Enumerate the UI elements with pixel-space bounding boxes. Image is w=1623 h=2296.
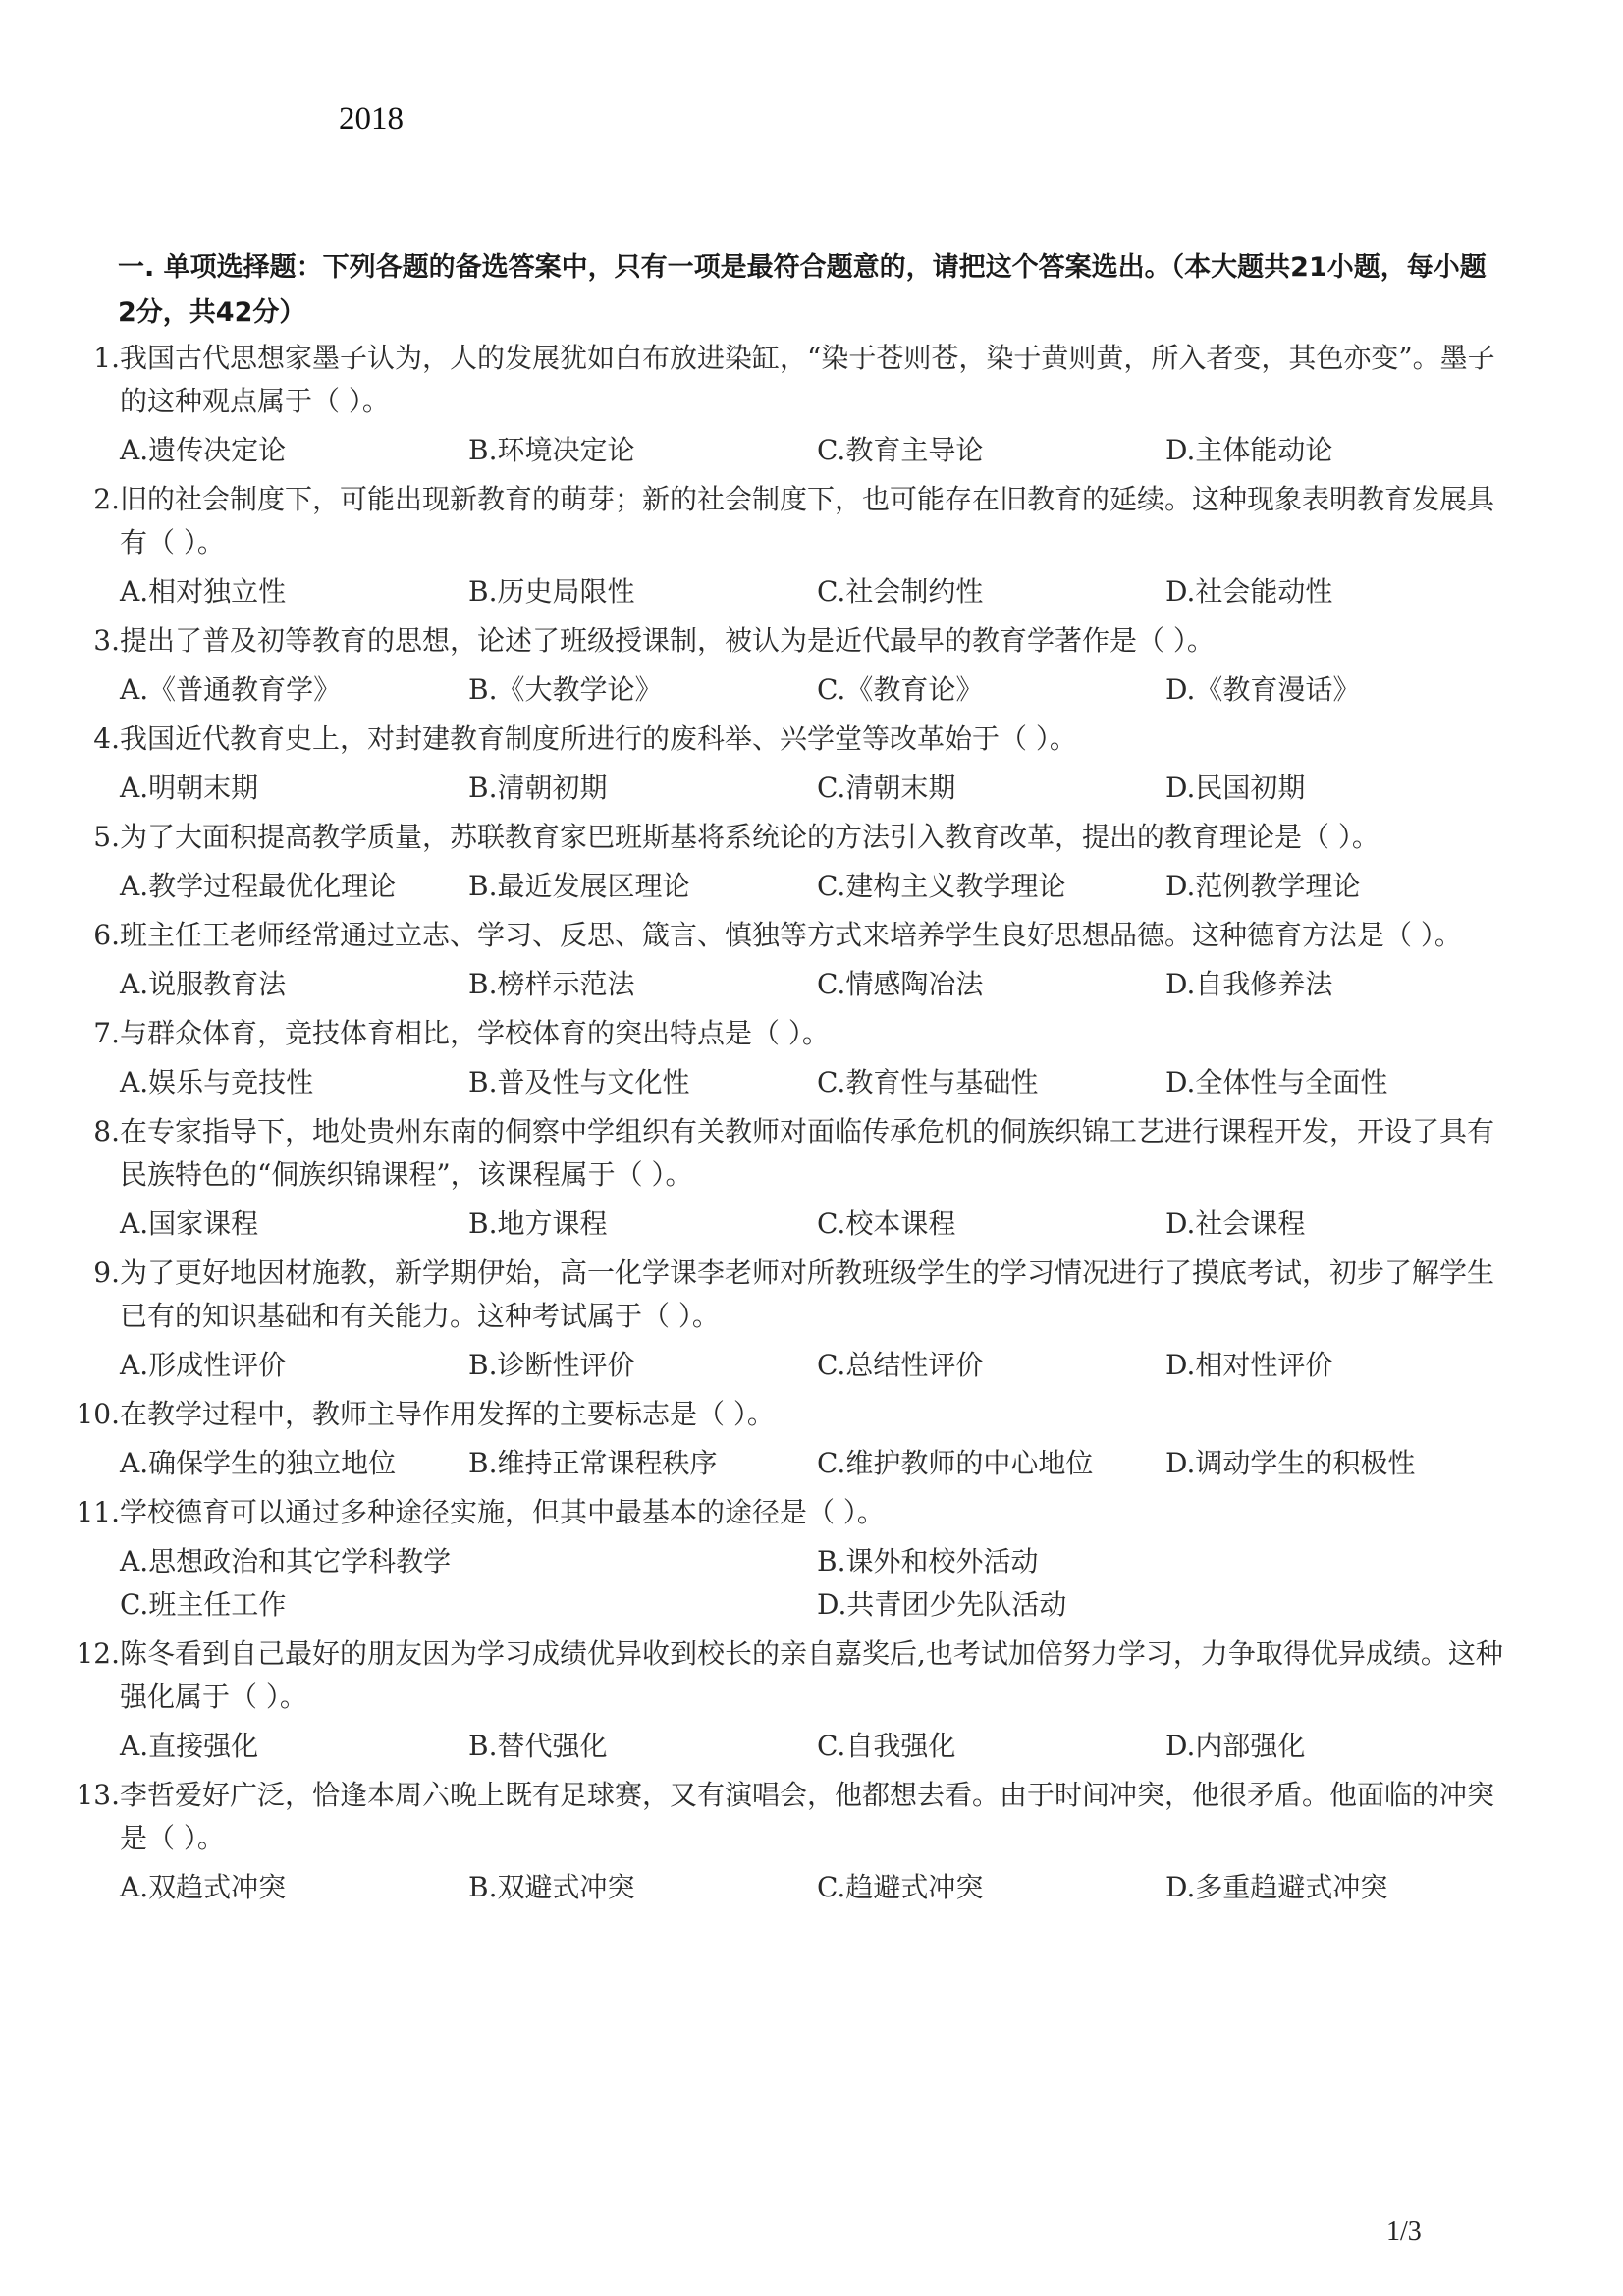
option-b: B.清朝初期 [468, 772, 608, 804]
question-number: 2. [93, 483, 120, 515]
question-stem: 班主任王老师经常通过立志、学习、反思、箴言、慎独等方式来培养学生良好思想品德。这种德育方法是（ ）。 [120, 919, 1462, 951]
options-row [120, 429, 1527, 472]
question-number: 9. [93, 1256, 120, 1289]
question-1 [74, 337, 1527, 472]
option-d: D.社会能动性 [1165, 575, 1333, 608]
question-stem: 李哲爱好广泛，恰逢本周六晚上既有足球赛，又有演唱会，他都想去看。由于时间冲突，他很矛盾。他面临的冲突是（ ）。 [120, 1779, 1495, 1854]
question-stem: 与群众体育，竞技体育相比，学校体育的突出特点是（ ）。 [120, 1017, 830, 1049]
option-c: C.社会制约性 [817, 575, 984, 608]
option-c: C.维护教师的中心地位 [817, 1447, 1094, 1479]
option-d: D.《教育漫话》 [1165, 673, 1361, 706]
option-d: D.自我修养法 [1165, 968, 1333, 1000]
option-d: D.相对性评价 [1165, 1349, 1333, 1381]
option-c: C.趋避式冲突 [817, 1871, 984, 1903]
option-c: C.总结性评价 [817, 1349, 984, 1381]
options-row [120, 570, 1527, 614]
question-stem: 在教学过程中，教师主导作用发挥的主要标志是（ ）。 [120, 1398, 775, 1430]
option-a: A.直接强化 [120, 1730, 259, 1762]
option-a: A.教学过程最优化理论 [120, 870, 397, 902]
option-d: D.主体能动论 [1165, 434, 1333, 466]
section-heading: 一. 单项选择题：下列各题的备选答案中，只有一项是最符合题意的，请把这个答案选出。（本大题共21小题，每小题2分，共42分） [118, 252, 1487, 328]
option-c: C.建构主义教学理论 [817, 870, 1066, 902]
option-c: C.自我强化 [817, 1730, 956, 1762]
options-row [120, 767, 1527, 810]
options-grid [120, 1540, 1527, 1627]
option-d: D.社会课程 [1165, 1207, 1306, 1240]
option-b: B.替代强化 [468, 1730, 608, 1762]
option-a: A.《普通教育学》 [120, 673, 342, 706]
question-stem: 提出了普及初等教育的思想，论述了班级授课制，被认为是近代最早的教育学著作是（ ）。 [120, 624, 1215, 657]
option-a: A.娱乐与竞技性 [120, 1066, 314, 1098]
option-d: D.多重趋避式冲突 [1165, 1871, 1388, 1903]
question-12 [74, 1632, 1527, 1768]
option-c: C.清朝末期 [817, 772, 956, 804]
question-2 [74, 478, 1527, 614]
exam-year: 2018 [339, 101, 404, 136]
question-number: 5. [93, 821, 120, 853]
question-stem: 我国古代思想家墨子认为，人的发展犹如白布放进染缸，“染于苍则苍，染于黄则黄，所入者变，其色亦变”。墨子的这种观点属于（ ）。 [120, 342, 1495, 417]
option-b: B.双避式冲突 [468, 1871, 635, 1903]
option-b: B.诊断性评价 [468, 1349, 635, 1381]
question-stem: 旧的社会制度下，可能出现新教育的萌芽；新的社会制度下，也可能存在旧教育的延续。这种现象表明教育发展具有（ ）。 [120, 483, 1495, 559]
option-d: D.共青团少先队活动 [817, 1588, 1067, 1621]
question-number: 3. [93, 624, 120, 657]
question-3 [74, 619, 1527, 712]
option-b: B.《大教学论》 [468, 673, 663, 706]
options-row [120, 1061, 1527, 1104]
question-8 [74, 1110, 1527, 1246]
option-c: C.《教育论》 [817, 673, 984, 706]
option-a: A.形成性评价 [120, 1349, 287, 1381]
question-stem: 学校德育可以通过多种途径实施，但其中最基本的途径是（ ）。 [120, 1496, 885, 1528]
options-row [120, 1202, 1527, 1246]
option-a: A.遗传决定论 [120, 434, 287, 466]
question-number: 1. [93, 342, 120, 374]
question-number: 4. [93, 722, 120, 755]
options-row [120, 1442, 1527, 1485]
options-row [120, 865, 1527, 908]
question-number: 11. [76, 1496, 120, 1528]
options-row [120, 1725, 1527, 1768]
option-c: C.情感陶冶法 [817, 968, 984, 1000]
question-stem: 为了大面积提高教学质量，苏联教育家巴班斯基将系统论的方法引入教育改革，提出的教育理论是（ ）。 [120, 821, 1380, 853]
option-d: D.全体性与全面性 [1165, 1066, 1388, 1098]
option-d: D.范例教学理论 [1165, 870, 1361, 902]
option-a: A.双趋式冲突 [120, 1871, 287, 1903]
option-c: C.教育性与基础性 [817, 1066, 1039, 1098]
question-13 [74, 1774, 1527, 1909]
option-c: C.教育主导论 [817, 434, 984, 466]
question-6 [74, 914, 1527, 1006]
question-7 [74, 1012, 1527, 1104]
option-b: B.地方课程 [468, 1207, 608, 1240]
options-row [120, 668, 1527, 712]
question-10 [74, 1393, 1527, 1485]
question-stem: 在专家指导下，地处贵州东南的侗察中学组织有关教师对面临传承危机的侗族织锦工艺进行课程开发，开设了具有民族特色的“侗族织锦课程”，该课程属于（ ）。 [120, 1115, 1495, 1191]
option-a: A.说服教育法 [120, 968, 287, 1000]
option-d: D.内部强化 [1165, 1730, 1306, 1762]
option-c: C.校本课程 [817, 1207, 956, 1240]
page-number: 1/3 [1386, 2216, 1422, 2247]
question-11 [74, 1491, 1527, 1627]
question-9 [74, 1252, 1527, 1387]
option-b: B.历史局限性 [468, 575, 635, 608]
option-a: A.明朝末期 [120, 772, 259, 804]
option-a: A.相对独立性 [120, 575, 287, 608]
question-number: 13. [76, 1779, 120, 1811]
question-number: 7. [93, 1017, 120, 1049]
question-number: 12. [76, 1637, 120, 1670]
option-c: C.班主任工作 [120, 1588, 287, 1621]
option-a: A.思想政治和其它学科教学 [120, 1545, 452, 1577]
question-5 [74, 816, 1527, 908]
question-list [74, 337, 1527, 1915]
options-row [120, 963, 1527, 1006]
options-row [120, 1866, 1527, 1909]
option-d: D.民国初期 [1165, 772, 1306, 804]
option-b: B.最近发展区理论 [468, 870, 690, 902]
option-b: B.榜样示范法 [468, 968, 635, 1000]
question-stem: 为了更好地因材施教，新学期伊始，高一化学课李老师对所教班级学生的学习情况进行了摸底考试，初步了解学生已有的知识基础和有关能力。这种考试属于（ ）。 [120, 1256, 1495, 1332]
question-4 [74, 718, 1527, 810]
question-stem: 陈冬看到自己最好的朋友因为学习成绩优异收到校长的亲自嘉奖后,也考试加倍努力学习，力争取得优异成绩。这种强化属于（ ）。 [120, 1637, 1503, 1713]
question-number: 8. [93, 1115, 120, 1148]
option-b: B.环境决定论 [468, 434, 635, 466]
options-row [120, 1344, 1527, 1387]
option-a: A.国家课程 [120, 1207, 259, 1240]
option-d: D.调动学生的积极性 [1165, 1447, 1416, 1479]
option-b: B.课外和校外活动 [817, 1545, 1039, 1577]
option-a: A.确保学生的独立地位 [120, 1447, 397, 1479]
option-b: B.维持正常课程秩序 [468, 1447, 718, 1479]
option-b: B.普及性与文化性 [468, 1066, 690, 1098]
question-number: 6. [93, 919, 120, 951]
question-number: 10. [76, 1398, 120, 1430]
question-stem: 我国近代教育史上，对封建教育制度所进行的废科举、兴学堂等改革始于（ ）。 [120, 722, 1077, 755]
